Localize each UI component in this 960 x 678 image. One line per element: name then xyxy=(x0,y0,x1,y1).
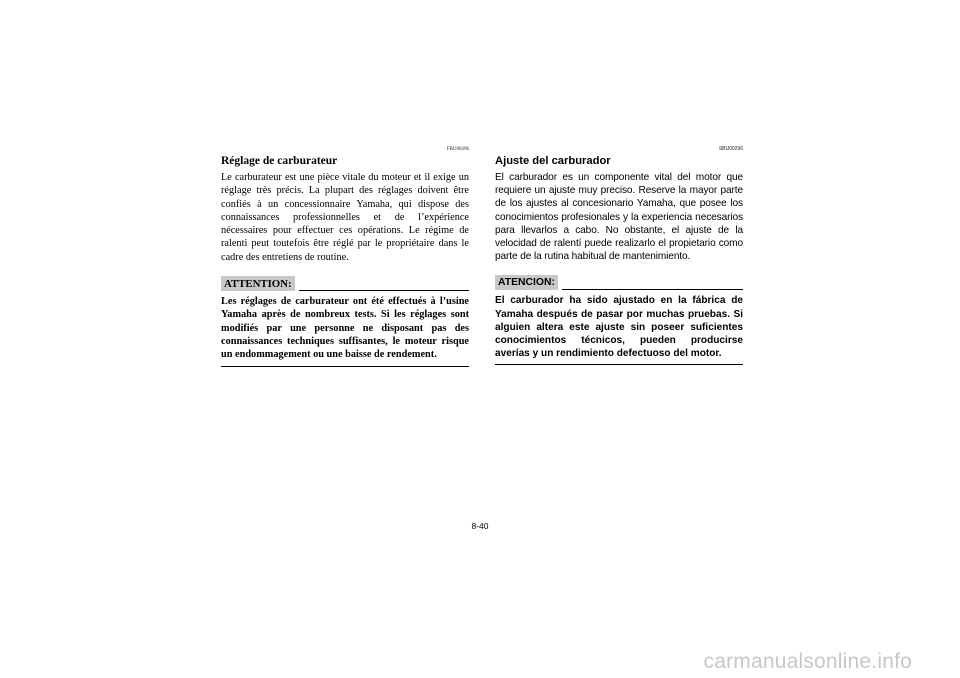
section-code: SBU00296 xyxy=(718,146,743,152)
watermark: carmanualsonline.info xyxy=(703,650,912,673)
caution-text: El carburador ha sido ajustado en la fábrica de Yamaha después de pasar por muchas pruebas. Si alguien altera este ajuste sin poseer suficientes conocimientos técnicos, pueden producirse averías y un rendimiento defectuoso del motor. xyxy=(495,295,743,360)
caution-text: Les réglages de carburateur ont été effectués à l’usine Yamaha après de nombreux tests. Si les réglages sont modifiés par une personne ne disposant pas des connaissances techniques suffisantes, le moteur risque un endommagement ou une baisse de rendement. xyxy=(221,296,469,361)
caution-label: ATTENTION: xyxy=(221,276,295,291)
caution-bottom-divider xyxy=(221,366,469,367)
section-title: Ajuste del carburador xyxy=(495,155,611,167)
spanish-column xyxy=(495,146,743,365)
section-code: FBU00296 xyxy=(446,147,469,152)
french-column xyxy=(221,146,469,367)
caution-bottom-divider xyxy=(495,364,743,365)
page-number: 8-40 xyxy=(471,521,489,531)
section-title: Réglage de carburateur xyxy=(221,155,338,167)
caution-header xyxy=(495,275,743,290)
caution-header xyxy=(221,276,469,291)
caution-label: ATENCION: xyxy=(495,275,558,290)
caution-divider xyxy=(562,289,743,290)
body-paragraph: El carburador es un componente vital del motor que requiere un ajuste muy preciso. Reserve la mayor parte de los ajustes al concesionario Yamaha, que posee los conocimientos profesionales y la experiencia necesarios para llevarlos a cabo. No obstante, el ajuste de la velocidad de ralentí puede realizarlo el propietario como parte de la rutina habitual de mantenimiento. xyxy=(495,172,743,263)
caution-divider xyxy=(299,290,469,291)
body-paragraph: Le carburateur est une pièce vitale du moteur et il exige un réglage très précis. La plupart des réglages doivent être confiés à un concessionnaire Yamaha, qui dispose des connaissances professionnelles et de l’expérience nécessaires pour effectuer ces opérations. Le régime de ralenti peut toutefois être réglé par le propriétaire dans le cadre des entretiens de routine. xyxy=(221,172,469,263)
